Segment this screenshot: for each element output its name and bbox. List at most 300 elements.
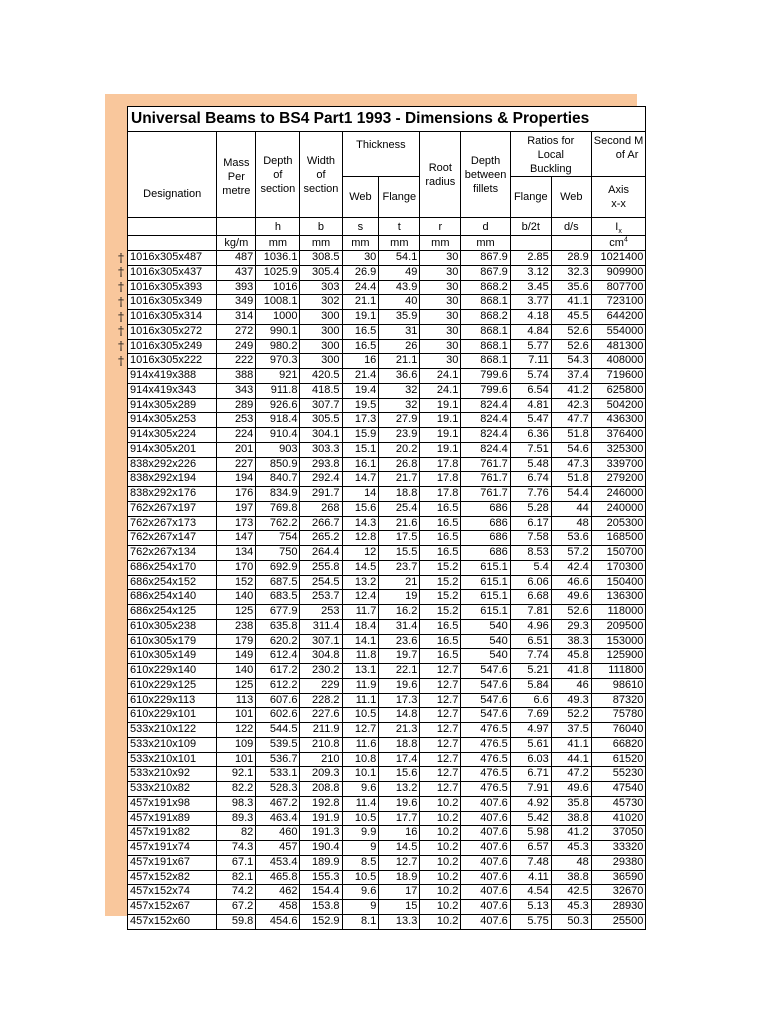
value-cell: 125	[217, 678, 256, 693]
value-cell: 17.8	[420, 457, 461, 472]
value-cell: 481300	[591, 339, 646, 354]
value-cell: 17.3	[342, 413, 379, 428]
value-cell: 868.2	[461, 310, 510, 325]
value-cell: 209500	[591, 619, 646, 634]
value-cell: 197	[217, 501, 256, 516]
header-web: Web	[342, 177, 379, 218]
value-cell: 15.2	[420, 590, 461, 605]
value-cell: 4.81	[510, 398, 551, 413]
value-cell: 408000	[591, 354, 646, 369]
value-cell: 82.2	[217, 782, 256, 797]
value-cell: 140	[217, 590, 256, 605]
value-cell: 476.5	[461, 737, 510, 752]
symbol-cell: d	[461, 218, 510, 236]
value-cell: 20.2	[379, 442, 420, 457]
value-cell: 15.5	[379, 546, 420, 561]
value-cell: 266.7	[300, 516, 342, 531]
value-cell: 16.2	[379, 605, 420, 620]
value-cell: 18.4	[342, 619, 379, 634]
table-row	[128, 767, 646, 782]
table-row	[128, 251, 646, 266]
value-cell: 750	[256, 546, 300, 561]
table-row	[128, 383, 646, 398]
value-cell: 35.9	[379, 310, 420, 325]
symbol-cell	[217, 218, 256, 236]
value-cell: 21	[379, 575, 420, 590]
value-cell: 42.3	[551, 398, 591, 413]
title-row	[128, 107, 646, 132]
value-cell: 824.4	[461, 398, 510, 413]
value-cell: 540	[461, 649, 510, 664]
value-cell: 807700	[591, 280, 646, 295]
value-cell: 49.6	[551, 782, 591, 797]
designation-cell: 1016x305x314	[128, 310, 217, 325]
value-cell: 5.48	[510, 457, 551, 472]
value-cell: 24.1	[420, 383, 461, 398]
value-cell: 11.1	[342, 693, 379, 708]
table-row	[128, 428, 646, 443]
value-cell: 191.9	[300, 811, 342, 826]
value-cell: 32	[379, 398, 420, 413]
value-cell: 66820	[591, 737, 646, 752]
value-cell: 50.3	[551, 914, 591, 929]
value-cell: 150400	[591, 575, 646, 590]
designation-cell: 533x210x82	[128, 782, 217, 797]
value-cell: 18.9	[379, 870, 420, 885]
value-cell: 29.3	[551, 619, 591, 634]
value-cell: 300	[300, 324, 342, 339]
symbol-text: I	[615, 220, 619, 233]
value-cell: 476.5	[461, 752, 510, 767]
axis-label: Axis	[608, 184, 629, 196]
value-cell: 7.48	[510, 855, 551, 870]
designation-cell: 914x419x343	[128, 383, 217, 398]
designation-cell: 914x305x289	[128, 398, 217, 413]
value-cell: 291.7	[300, 487, 342, 502]
value-cell: 868.1	[461, 295, 510, 310]
value-cell: 980.2	[256, 339, 300, 354]
value-cell: 3.12	[510, 265, 551, 280]
table-row	[128, 310, 646, 325]
value-cell: 625800	[591, 383, 646, 398]
value-cell: 45.8	[551, 649, 591, 664]
value-cell: 201	[217, 442, 256, 457]
value-cell: 533.1	[256, 767, 300, 782]
header-axis	[591, 177, 646, 218]
value-cell: 16	[342, 354, 379, 369]
value-cell: 113	[217, 693, 256, 708]
designation-cell: 762x267x147	[128, 531, 217, 546]
header-width: Width of section	[300, 132, 342, 218]
designation-cell: 610x229x101	[128, 708, 217, 723]
value-cell: 11.6	[342, 737, 379, 752]
value-cell: 43.9	[379, 280, 420, 295]
value-cell: 52.6	[551, 324, 591, 339]
value-cell: 38.3	[551, 634, 591, 649]
value-cell: 170	[217, 560, 256, 575]
value-cell: 615.1	[461, 560, 510, 575]
header-depth-between-fillets: Depth between fillets	[461, 132, 510, 218]
value-cell: 3.45	[510, 280, 551, 295]
value-cell: 98610	[591, 678, 646, 693]
value-cell: 19.5	[342, 398, 379, 413]
value-cell: 7.76	[510, 487, 551, 502]
value-cell: 300	[300, 354, 342, 369]
value-cell: 6.54	[510, 383, 551, 398]
value-cell: 300	[300, 310, 342, 325]
value-cell: 620.2	[256, 634, 300, 649]
value-cell: 686	[461, 546, 510, 561]
header-ratio-flange: Flange	[510, 177, 551, 218]
value-cell: 210	[300, 752, 342, 767]
value-cell: 28930	[591, 900, 646, 915]
value-cell: 16.5	[420, 649, 461, 664]
value-cell: 87320	[591, 693, 646, 708]
value-cell: 867.9	[461, 265, 510, 280]
value-cell: 19.1	[420, 428, 461, 443]
value-cell: 16.5	[420, 546, 461, 561]
value-cell: 292.4	[300, 472, 342, 487]
designation-cell: 686x254x140	[128, 590, 217, 605]
value-cell: 476.5	[461, 723, 510, 738]
value-cell: 9.6	[342, 782, 379, 797]
title-tail-cell	[591, 107, 646, 132]
unit-cell	[591, 236, 646, 251]
value-cell: 303	[300, 280, 342, 295]
value-cell: 211.9	[300, 723, 342, 738]
value-cell: 615.1	[461, 575, 510, 590]
value-cell: 12.7	[420, 693, 461, 708]
value-cell: 617.2	[256, 664, 300, 679]
designation-cell: 457x152x67	[128, 900, 217, 915]
value-cell: 30	[420, 251, 461, 266]
value-cell: 761.7	[461, 472, 510, 487]
value-cell: 67.1	[217, 855, 256, 870]
value-cell: 194	[217, 472, 256, 487]
value-cell: 7.69	[510, 708, 551, 723]
value-cell: 46	[551, 678, 591, 693]
value-cell: 15.2	[420, 605, 461, 620]
value-cell: 407.6	[461, 855, 510, 870]
value-cell: 487	[217, 251, 256, 266]
value-cell: 850.9	[256, 457, 300, 472]
value-cell: 32.3	[551, 265, 591, 280]
value-cell: 54.1	[379, 251, 420, 266]
value-cell: 30	[420, 354, 461, 369]
value-cell: 134	[217, 546, 256, 561]
value-cell: 27.9	[379, 413, 420, 428]
dagger-mark: †	[118, 353, 124, 368]
table-row	[128, 280, 646, 295]
table-row	[128, 796, 646, 811]
value-cell: 14.3	[342, 516, 379, 531]
table-row	[128, 693, 646, 708]
value-cell: 21.1	[342, 295, 379, 310]
designation-cell: 457x191x98	[128, 796, 217, 811]
value-cell: 3.77	[510, 295, 551, 310]
value-cell: 208.8	[300, 782, 342, 797]
value-cell: 192.8	[300, 796, 342, 811]
value-cell: 349	[217, 295, 256, 310]
value-cell: 458	[256, 900, 300, 915]
value-cell: 101	[217, 708, 256, 723]
designation-cell: 610x229x140	[128, 664, 217, 679]
value-cell: 990.1	[256, 324, 300, 339]
value-cell: 311.4	[300, 619, 342, 634]
value-cell: 17.7	[379, 811, 420, 826]
value-cell: 16.5	[420, 501, 461, 516]
value-cell: 14.5	[379, 841, 420, 856]
value-cell: 12.7	[420, 708, 461, 723]
value-cell: 762.2	[256, 516, 300, 531]
value-cell: 5.84	[510, 678, 551, 693]
value-cell: 30	[420, 310, 461, 325]
value-cell: 42.5	[551, 885, 591, 900]
value-cell: 19.6	[379, 678, 420, 693]
table-row	[128, 531, 646, 546]
value-cell: 89.3	[217, 811, 256, 826]
value-cell: 153.8	[300, 900, 342, 915]
header-designation: Designation	[128, 132, 217, 218]
value-cell: 82	[217, 826, 256, 841]
value-cell: 612.2	[256, 678, 300, 693]
value-cell: 19.1	[420, 413, 461, 428]
value-cell: 407.6	[461, 811, 510, 826]
value-cell: 302	[300, 295, 342, 310]
designation-cell: 457x191x89	[128, 811, 217, 826]
value-cell: 48	[551, 855, 591, 870]
value-cell: 12.7	[342, 723, 379, 738]
value-cell: 44.1	[551, 752, 591, 767]
value-cell: 189.9	[300, 855, 342, 870]
value-cell: 615.1	[461, 590, 510, 605]
value-cell: 41.1	[551, 737, 591, 752]
value-cell: 607.6	[256, 693, 300, 708]
value-cell: 140	[217, 664, 256, 679]
designation-cell: 1016x305x349	[128, 295, 217, 310]
designation-cell: 610x305x238	[128, 619, 217, 634]
value-cell: 10.2	[420, 855, 461, 870]
value-cell: 12.7	[420, 767, 461, 782]
value-cell: 49	[379, 265, 420, 280]
value-cell: 11.8	[342, 649, 379, 664]
header-thickness: Thickness	[342, 132, 420, 177]
designation-cell: 914x305x253	[128, 413, 217, 428]
designation-cell: 1016x305x487	[128, 251, 217, 266]
table-row	[128, 324, 646, 339]
value-cell: 547.6	[461, 664, 510, 679]
value-cell: 10.2	[420, 841, 461, 856]
value-cell: 686	[461, 516, 510, 531]
dagger-mark: †	[118, 294, 124, 309]
value-cell: 5.47	[510, 413, 551, 428]
value-cell: 769.8	[256, 501, 300, 516]
value-cell: 190.4	[300, 841, 342, 856]
value-cell: 179	[217, 634, 256, 649]
value-cell: 15.9	[342, 428, 379, 443]
value-cell: 52.6	[551, 605, 591, 620]
value-cell: 15.2	[420, 575, 461, 590]
value-cell: 824.4	[461, 428, 510, 443]
value-cell: 101	[217, 752, 256, 767]
symbol-subscript: x	[618, 227, 622, 235]
table-row	[128, 841, 646, 856]
value-cell: 6.36	[510, 428, 551, 443]
table-row	[128, 295, 646, 310]
designation-cell: 1016x305x437	[128, 265, 217, 280]
value-cell: 1036.1	[256, 251, 300, 266]
value-cell: 268	[300, 501, 342, 516]
symbol-cell: s	[342, 218, 379, 236]
second-moment-label-2: of Ar	[615, 149, 639, 161]
value-cell: 52.6	[551, 339, 591, 354]
value-cell: 17.5	[379, 531, 420, 546]
value-cell: 824.4	[461, 413, 510, 428]
value-cell: 970.3	[256, 354, 300, 369]
designation-cell: 457x152x82	[128, 870, 217, 885]
value-cell: 38.8	[551, 811, 591, 826]
value-cell: 14.8	[379, 708, 420, 723]
value-cell: 75780	[591, 708, 646, 723]
value-cell: 462	[256, 885, 300, 900]
table-row	[128, 265, 646, 280]
value-cell: 154.4	[300, 885, 342, 900]
value-cell: 82.1	[217, 870, 256, 885]
value-cell: 539.5	[256, 737, 300, 752]
value-cell: 35.6	[551, 280, 591, 295]
value-cell: 29380	[591, 855, 646, 870]
value-cell: 686	[461, 531, 510, 546]
value-cell: 37050	[591, 826, 646, 841]
value-cell: 122	[217, 723, 256, 738]
value-cell: 15.2	[420, 560, 461, 575]
dagger-column	[116, 251, 126, 369]
value-cell: 19	[379, 590, 420, 605]
value-cell: 191.3	[300, 826, 342, 841]
value-cell: 26	[379, 339, 420, 354]
value-cell: 48	[551, 516, 591, 531]
value-cell: 23.7	[379, 560, 420, 575]
dagger-mark: †	[118, 324, 124, 339]
table-row	[128, 811, 646, 826]
value-cell: 10.2	[420, 870, 461, 885]
value-cell: 11.7	[342, 605, 379, 620]
value-cell: 4.97	[510, 723, 551, 738]
value-cell: 16.5	[420, 531, 461, 546]
value-cell: 41.1	[551, 295, 591, 310]
value-cell: 476.5	[461, 782, 510, 797]
value-cell: 376400	[591, 428, 646, 443]
value-cell: 30	[420, 265, 461, 280]
header-depth: Depth of section	[256, 132, 300, 218]
value-cell: 388	[217, 369, 256, 384]
table-row	[128, 914, 646, 929]
value-cell: 47.7	[551, 413, 591, 428]
table-row	[128, 442, 646, 457]
value-cell: 47540	[591, 782, 646, 797]
designation-cell: 838x292x194	[128, 472, 217, 487]
value-cell: 10.5	[342, 708, 379, 723]
value-cell: 228.2	[300, 693, 342, 708]
value-cell: 17.8	[420, 487, 461, 502]
value-cell: 799.6	[461, 383, 510, 398]
value-cell: 51.8	[551, 428, 591, 443]
value-cell: 407.6	[461, 914, 510, 929]
value-cell: 51.8	[551, 472, 591, 487]
table-row	[128, 855, 646, 870]
value-cell: 17.3	[379, 693, 420, 708]
value-cell: 436300	[591, 413, 646, 428]
value-cell: 918.4	[256, 413, 300, 428]
value-cell: 149	[217, 649, 256, 664]
value-cell: 300	[300, 339, 342, 354]
table-row	[128, 546, 646, 561]
designation-cell: 838x292x226	[128, 457, 217, 472]
table-row	[128, 900, 646, 915]
value-cell: 23.9	[379, 428, 420, 443]
value-cell: 19.4	[342, 383, 379, 398]
value-cell: 8.1	[342, 914, 379, 929]
value-cell: 12.7	[420, 782, 461, 797]
value-cell: 21.3	[379, 723, 420, 738]
value-cell: 210.8	[300, 737, 342, 752]
value-cell: 5.4	[510, 560, 551, 575]
value-cell: 15.1	[342, 442, 379, 457]
value-cell: 6.74	[510, 472, 551, 487]
value-cell: 10.1	[342, 767, 379, 782]
value-cell: 227	[217, 457, 256, 472]
value-cell: 1025.9	[256, 265, 300, 280]
value-cell: 465.8	[256, 870, 300, 885]
value-cell: 536.7	[256, 752, 300, 767]
value-cell: 544.5	[256, 723, 300, 738]
value-cell: 5.61	[510, 737, 551, 752]
value-cell: 761.7	[461, 457, 510, 472]
value-cell: 10.5	[342, 870, 379, 885]
value-cell: 7.51	[510, 442, 551, 457]
value-cell: 2.85	[510, 251, 551, 266]
value-cell: 45730	[591, 796, 646, 811]
value-cell: 173	[217, 516, 256, 531]
unit-cell	[551, 236, 591, 251]
value-cell: 407.6	[461, 796, 510, 811]
dagger-mark: †	[118, 309, 124, 324]
value-cell: 6.57	[510, 841, 551, 856]
value-cell: 22.1	[379, 664, 420, 679]
header-mass: Mass Per metre	[217, 132, 256, 218]
value-cell: 44	[551, 501, 591, 516]
value-cell: 504200	[591, 398, 646, 413]
designation-cell: 686x254x170	[128, 560, 217, 575]
value-cell: 420.5	[300, 369, 342, 384]
value-cell: 24.4	[342, 280, 379, 295]
value-cell: 16.1	[342, 457, 379, 472]
designation-cell: 762x267x197	[128, 501, 217, 516]
value-cell: 55230	[591, 767, 646, 782]
value-cell: 32670	[591, 885, 646, 900]
value-cell: 407.6	[461, 826, 510, 841]
value-cell: 13.2	[342, 575, 379, 590]
value-cell: 12.7	[420, 737, 461, 752]
value-cell: 723100	[591, 295, 646, 310]
ratios-label: Ratios for Local Buckling	[527, 135, 575, 175]
value-cell: 719600	[591, 369, 646, 384]
symbol-cell: t	[379, 218, 420, 236]
value-cell: 547.6	[461, 678, 510, 693]
value-cell: 314	[217, 310, 256, 325]
table-row	[128, 708, 646, 723]
universal-beams-table	[127, 106, 646, 930]
